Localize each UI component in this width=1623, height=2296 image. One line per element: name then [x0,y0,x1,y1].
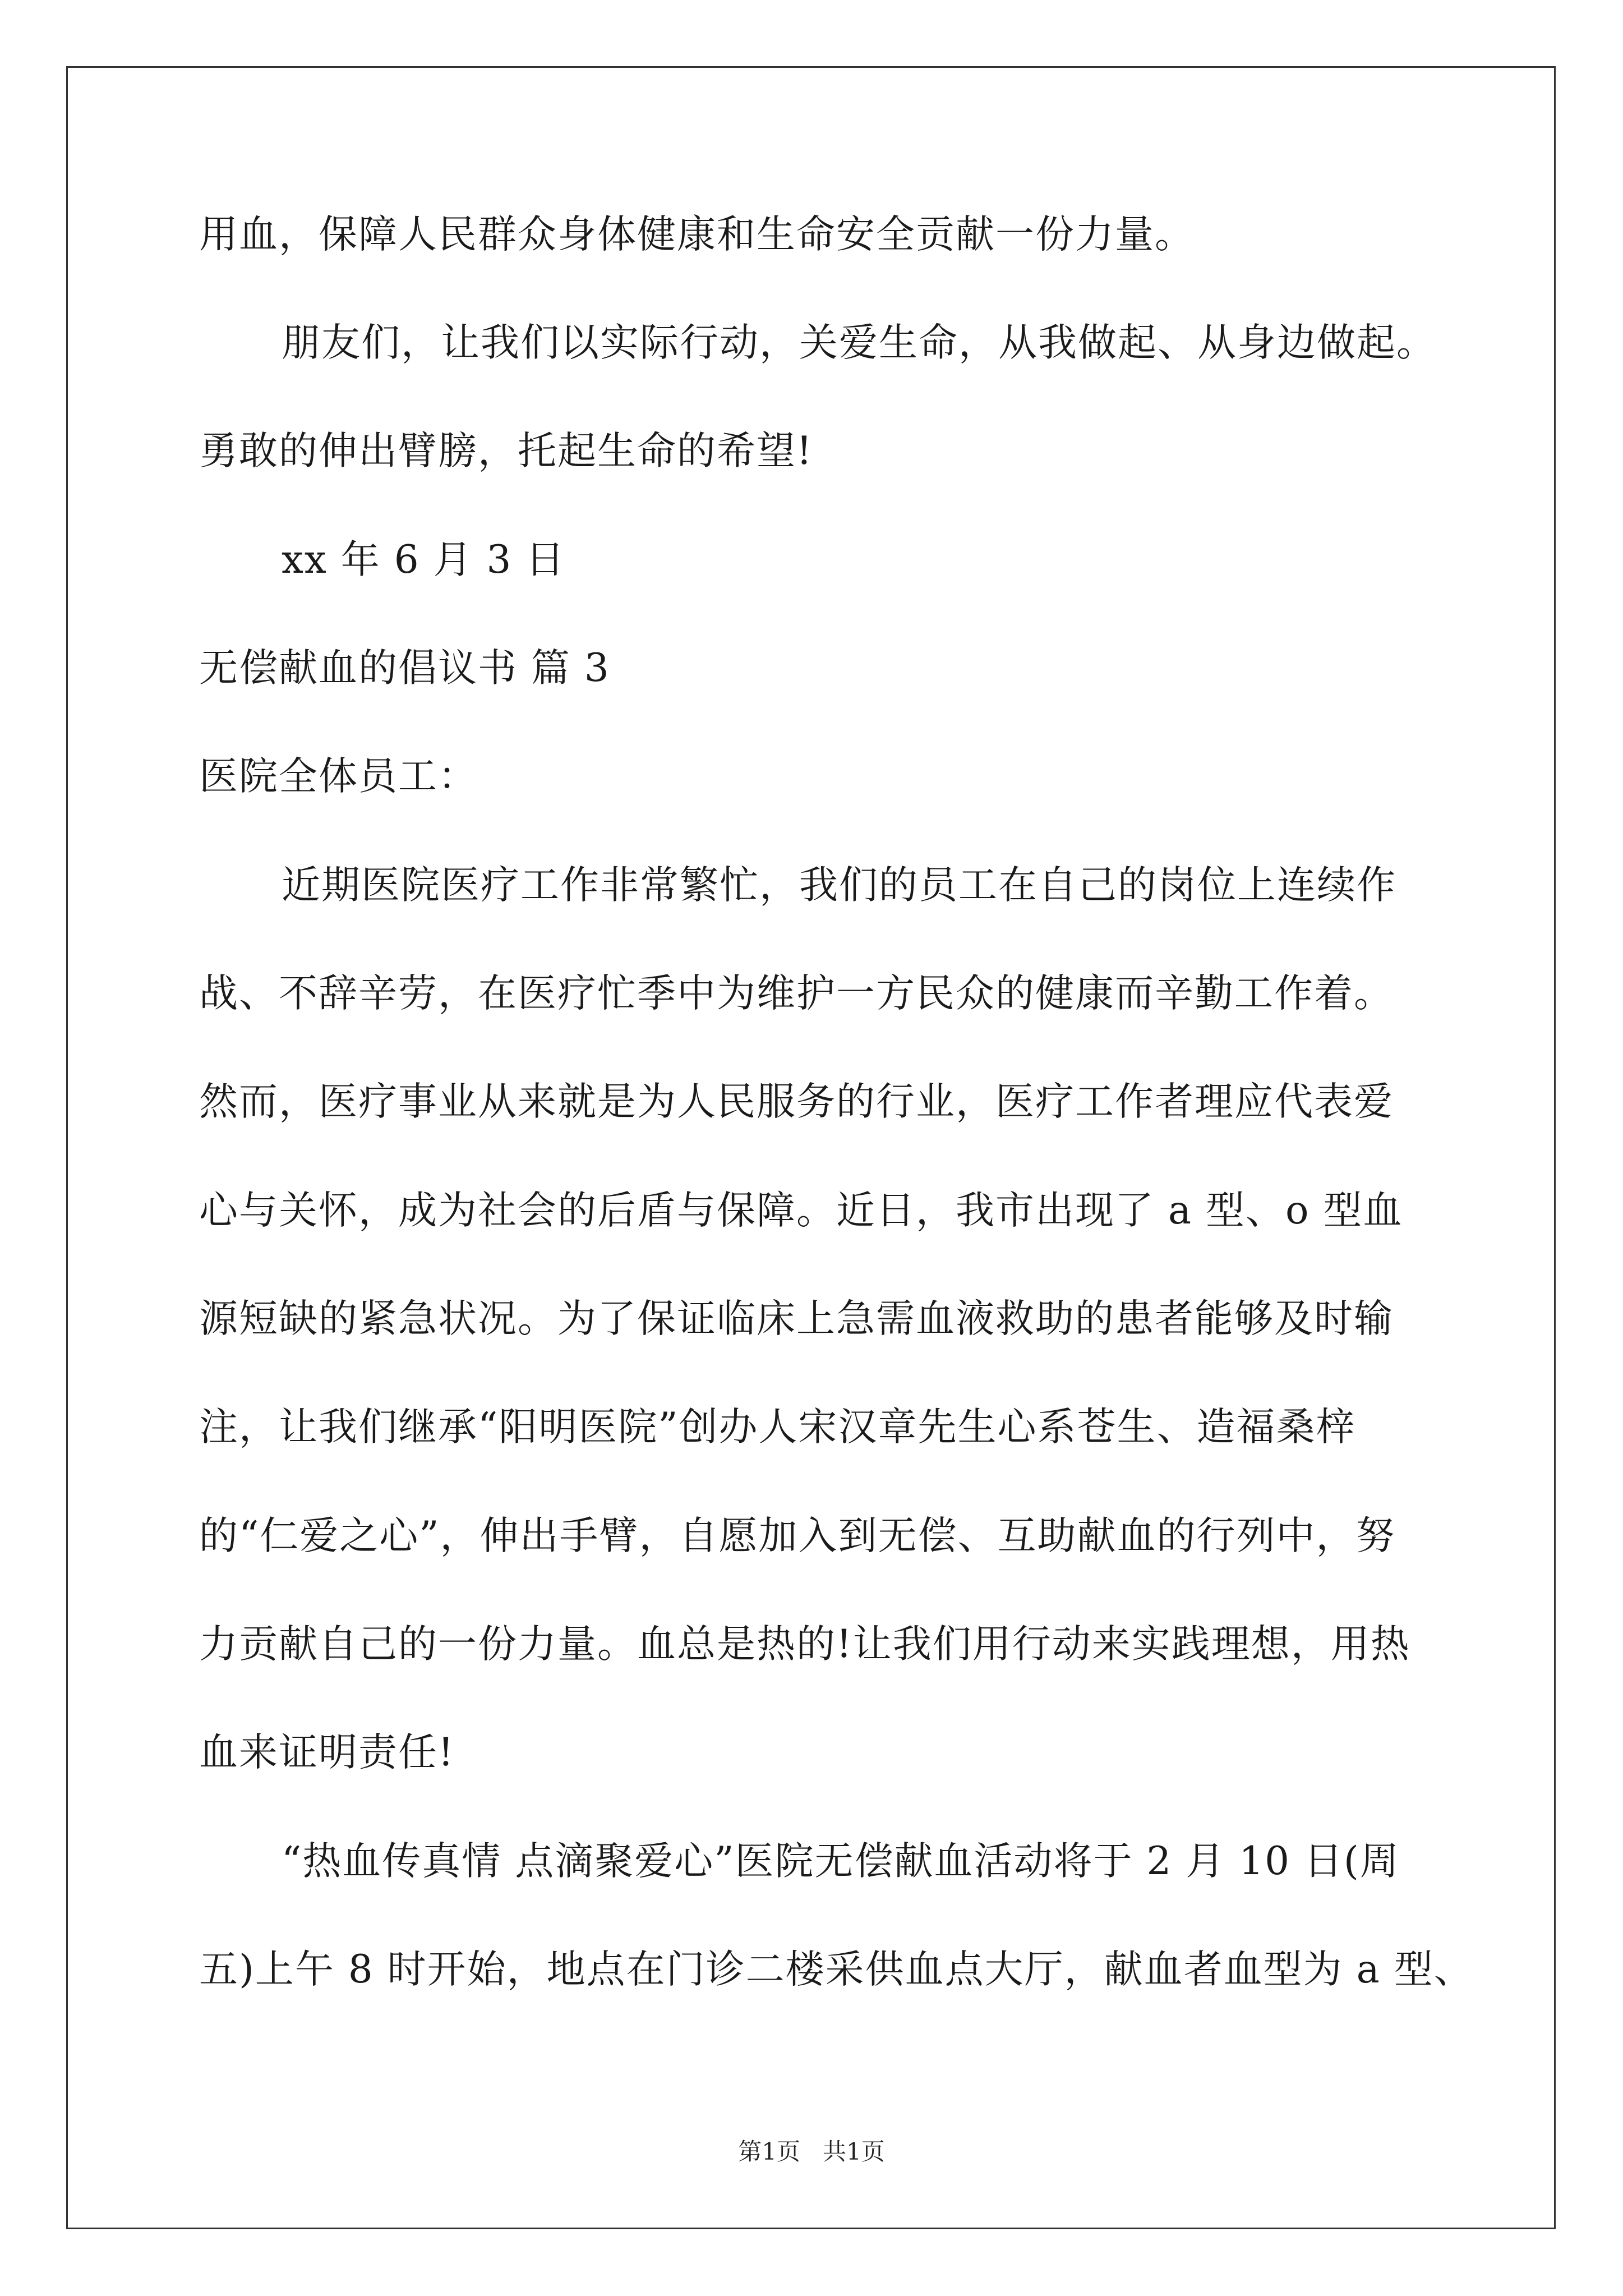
text-line: 心与关怀，成为社会的后盾与保障。近日，我市出现了 a 型、o 型血 [199,1188,1403,1233]
text-line: 然而，医疗事业从来就是为人民服务的行业，医疗工作者理应代表爱 [199,1079,1394,1124]
text-line: 的“仁爱之心”，伸出手臂，自愿加入到无偿、互助献血的行列中，努 [199,1513,1396,1558]
text-line: 血来证明责任! [199,1730,455,1775]
page-footer: 第1页 共1页 [738,2138,885,2165]
section-heading: 无偿献血的倡议书 篇 3 [199,646,610,691]
text-line: 勇敢的伸出臂膀，托起生命的希望! [199,429,813,473]
text-line: 朋友们，让我们以实际行动，关爱生命，从我做起、从身边做起。 [282,320,1436,365]
text-line: 用血，保障人民群众身体健康和生命安全贡献一份力量。 [199,212,1195,257]
text-line: 近期医院医疗工作非常繁忙，我们的员工在自己的岗位上连续作 [282,863,1396,908]
page-border [66,66,1556,2229]
text-line: 战、不辞辛劳，在医疗忙季中为维护一方民众的健康而辛勤工作着。 [199,971,1394,1016]
salutation: 医院全体员工： [199,754,478,799]
text-line: 源短缺的紧急状况。为了保证临床上急需血液救助的患者能够及时输 [199,1296,1394,1341]
text-line: 注，让我们继承“阳明医院”创办人宋汉章先生心系苍生、造福桑梓 [199,1405,1356,1450]
text-line: 五)上午 8 时开始，地点在门诊二楼采供血点大厅，献血者血型为 a 型、 [199,1947,1474,1992]
text-line: “热血传真情 点滴聚爱心”医院无偿献血活动将于 2 月 10 日(周 [282,1839,1400,1884]
text-line: 力贡献自己的一份力量。血总是热的!让我们用行动来实践理想，用热 [199,1622,1410,1667]
date-line: xx 年 6 月 3 日 [282,537,566,582]
